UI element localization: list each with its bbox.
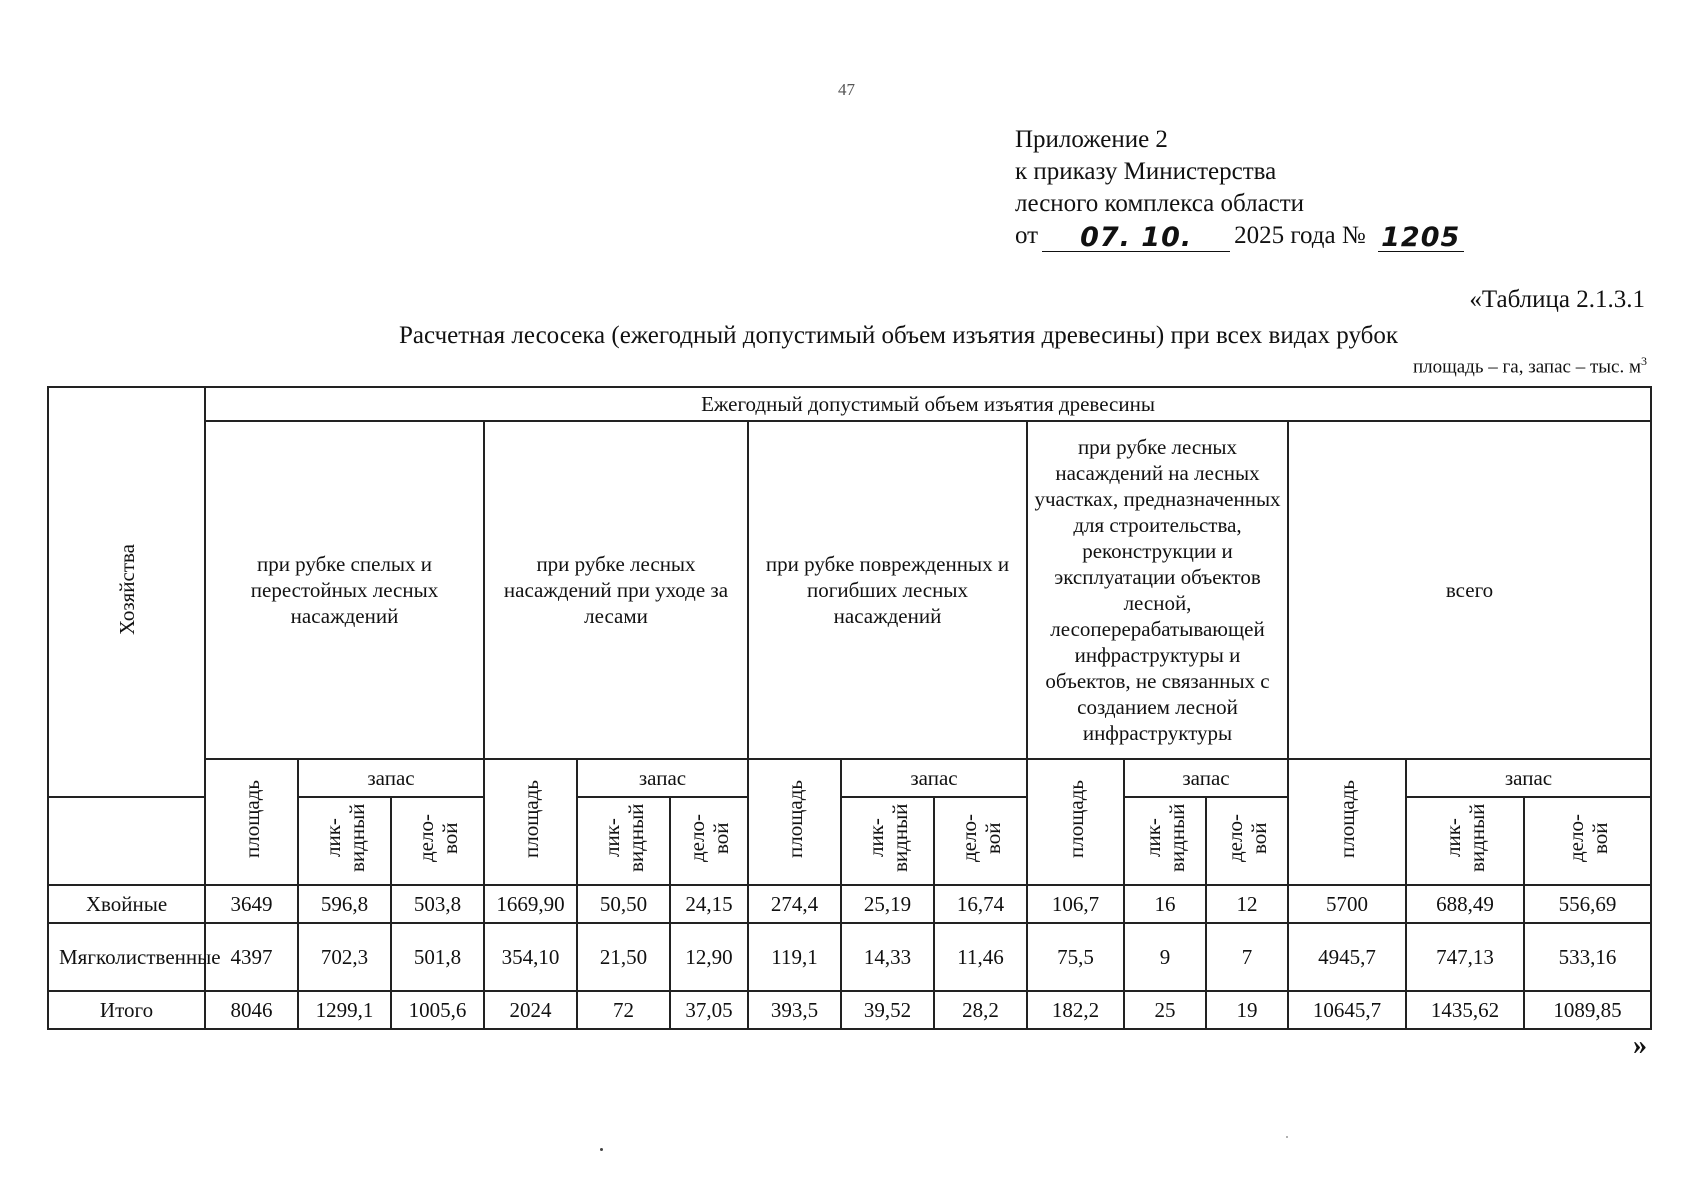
row-name: Хвойные xyxy=(48,885,205,923)
units-superscript: 3 xyxy=(1641,354,1647,368)
year-text: 2025 года № xyxy=(1234,222,1366,249)
table-cell: 1299,1 xyxy=(298,991,391,1029)
table-cell: 16,74 xyxy=(934,885,1027,923)
liquid-header: лик- видный xyxy=(841,797,934,885)
table-cell: 11,46 xyxy=(934,923,1027,991)
business-header: дело- вой xyxy=(1524,797,1651,885)
table-cell: 182,2 xyxy=(1027,991,1124,1029)
table-cell: 533,16 xyxy=(1524,923,1651,991)
liquid-header: лик- видный xyxy=(1124,797,1206,885)
table-cell: 1435,62 xyxy=(1406,991,1524,1029)
farm-header-cell xyxy=(48,387,205,797)
closing-quote: » xyxy=(1633,1030,1647,1061)
allowable-cut-table xyxy=(47,386,1652,1030)
table-cell: 10645,7 xyxy=(1288,991,1406,1029)
business-header: дело- вой xyxy=(670,797,748,885)
category-mature-harvest: при рубке спелых и перестойных лесных насаждений xyxy=(205,421,484,759)
table-cell: 1669,90 xyxy=(484,885,577,923)
table-cell: 503,8 xyxy=(391,885,484,923)
table-cell: 12 xyxy=(1206,885,1288,923)
appendix-block xyxy=(1015,124,1468,252)
table-cell: 12,90 xyxy=(670,923,748,991)
table-cell: 25,19 xyxy=(841,885,934,923)
table-cell: 50,50 xyxy=(577,885,670,923)
category-damaged-harvest: при рубке поврежденных и погибших лесных насаждений xyxy=(748,421,1027,759)
area-header: площадь xyxy=(748,759,841,885)
group-header: Ежегодный допустимый объем изъятия древесины xyxy=(205,387,1651,421)
table-body xyxy=(48,885,1651,1029)
stock-header: запас xyxy=(841,759,1027,797)
business-header: дело- вой xyxy=(391,797,484,885)
table-cell: 274,4 xyxy=(748,885,841,923)
farm-header: Хозяйства xyxy=(114,543,139,635)
table-cell: 747,13 xyxy=(1406,923,1524,991)
number-field xyxy=(1378,223,1464,252)
table-cell: 16 xyxy=(1124,885,1206,923)
area-header: площадь xyxy=(1027,759,1124,885)
category-total: всего xyxy=(1288,421,1651,759)
from-label: от xyxy=(1015,222,1039,249)
category-infrastructure-harvest: при рубке лесных насаждений на лесных участках, предназначенных для строительства, реконструкции и эксплуатации объектов лесной, лесоперерабатывающей инфраструктуры и объектов, не связанных с созданием лесной инфраструктуры xyxy=(1027,421,1288,759)
table-cell: 106,7 xyxy=(1027,885,1124,923)
table-cell: 28,2 xyxy=(934,991,1027,1029)
table-row xyxy=(48,991,1651,1029)
business-header: дело- вой xyxy=(934,797,1027,885)
table-cell: 119,1 xyxy=(748,923,841,991)
table-cell: 75,5 xyxy=(1027,923,1124,991)
stock-header: запас xyxy=(298,759,484,797)
table-cell: 354,10 xyxy=(484,923,577,991)
row-name: Мягколиственные xyxy=(48,923,205,991)
table-cell: 9 xyxy=(1124,923,1206,991)
table-cell: 72 xyxy=(577,991,670,1029)
table-cell: 702,3 xyxy=(298,923,391,991)
liquid-header: лик- видный xyxy=(577,797,670,885)
table-cell: 2024 xyxy=(484,991,577,1029)
stock-header: запас xyxy=(1124,759,1288,797)
table-cell: 556,69 xyxy=(1524,885,1651,923)
table-cell: 24,15 xyxy=(670,885,748,923)
table-row xyxy=(48,923,1651,991)
units-text: площадь – га, запас – тыс. м xyxy=(1412,356,1641,378)
stock-header: запас xyxy=(577,759,748,797)
table-cell: 21,50 xyxy=(577,923,670,991)
table-cell: 3649 xyxy=(205,885,298,923)
area-header: площадь xyxy=(484,759,577,885)
appendix-order-line: к приказу Министерства xyxy=(1015,158,1277,185)
liquid-header: лик- видный xyxy=(298,797,391,885)
table-cell: 5700 xyxy=(1288,885,1406,923)
scan-speck xyxy=(600,1148,603,1151)
row-name: Итого xyxy=(48,991,205,1029)
table-cell: 501,8 xyxy=(391,923,484,991)
category-care-harvest: при рубке лесных насаждений при уходе за лесами xyxy=(484,421,748,759)
table-cell: 4945,7 xyxy=(1288,923,1406,991)
handwritten-date: 07. 10. xyxy=(1080,222,1193,253)
table-cell: 4397 xyxy=(205,923,298,991)
table-cell: 39,52 xyxy=(841,991,934,1029)
table-cell: 19 xyxy=(1206,991,1288,1029)
table-cell: 8046 xyxy=(205,991,298,1029)
liquid-header: лик- видный xyxy=(1406,797,1524,885)
table-cell: 1005,6 xyxy=(391,991,484,1029)
appendix-title: Приложение 2 xyxy=(1015,126,1168,153)
table-cell: 596,8 xyxy=(298,885,391,923)
handwritten-number: 1205 xyxy=(1381,222,1461,253)
scan-speck xyxy=(1286,1136,1288,1138)
table-cell: 1089,85 xyxy=(1524,991,1651,1029)
table-cell: 14,33 xyxy=(841,923,934,991)
table-row xyxy=(48,885,1651,923)
date-field xyxy=(1042,223,1230,252)
appendix-ministry-line: лесного комплекса области xyxy=(1015,190,1305,217)
table-label: «Таблица 2.1.3.1 xyxy=(1469,286,1645,313)
units-note xyxy=(1413,354,1647,378)
table-cell: 7 xyxy=(1206,923,1288,991)
document-title-text: Расчетная лесосека (ежегодный допустимый объем изъятия древесины) при всех видах рубок xyxy=(398,322,1399,349)
page-number: 47 xyxy=(838,80,855,99)
table-cell: 25 xyxy=(1124,991,1206,1029)
business-header: дело- вой xyxy=(1206,797,1288,885)
table-cell: 393,5 xyxy=(748,991,841,1029)
document-title xyxy=(0,322,1697,350)
table-cell: 688,49 xyxy=(1406,885,1524,923)
stock-header: запас xyxy=(1406,759,1651,797)
table-cell: 37,05 xyxy=(670,991,748,1029)
area-header: площадь xyxy=(1288,759,1406,885)
appendix-date-line xyxy=(1015,220,1468,252)
area-header: площадь xyxy=(205,759,298,885)
